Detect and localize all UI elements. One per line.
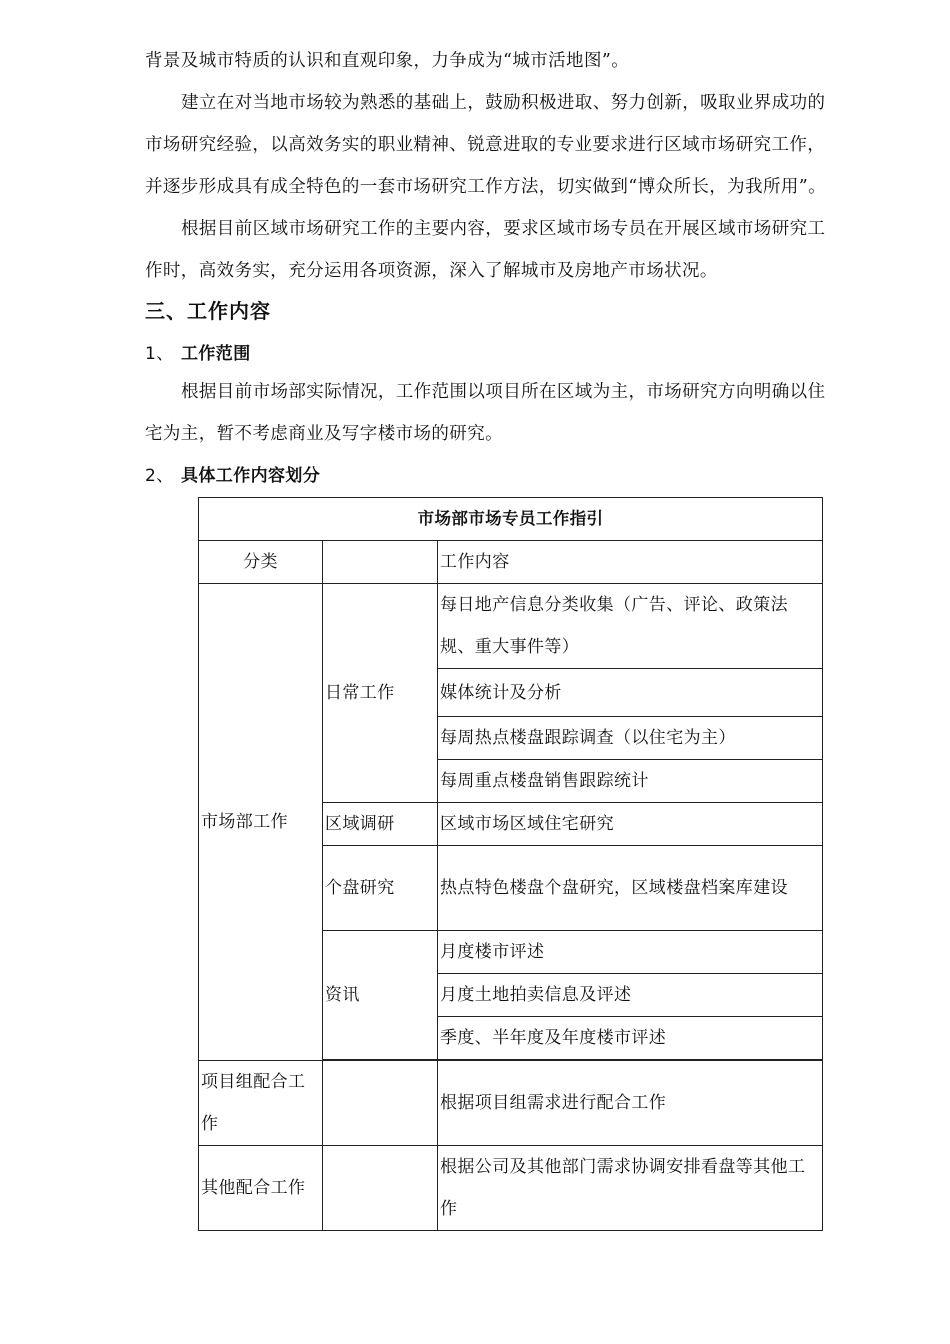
category-cell: 项目组配合工作	[199, 1061, 323, 1146]
paragraph-line: 建立在对当地市场较为熟悉的基础上，鼓励积极进取、努力创新，吸取业界成功的	[181, 93, 826, 113]
subsection-title: 具体工作内容划分	[181, 466, 321, 486]
subcategory-cell: 日常工作	[323, 584, 438, 803]
subsection-heading	[145, 342, 251, 366]
paragraph-line: 市场研究经验，以高效务实的职业精神、锐意进取的专业要求进行区域市场研究工作，	[145, 135, 826, 155]
subsection-number: 1、	[145, 344, 174, 364]
paragraph-line: 作时，高效务实，充分运用各项资源，深入了解城市及房地产市场状况。	[145, 261, 718, 281]
subcategory-cell: 资讯	[323, 931, 438, 1060]
content-cell: 区域市场区域住宅研究	[438, 803, 823, 846]
content-cell: 月度土地拍卖信息及评述	[438, 974, 823, 1017]
content-cell: 每周热点楼盘跟踪调查（以住宅为主）	[438, 717, 823, 760]
subcategory-cell	[323, 1061, 438, 1146]
paragraph-line: 宅为主，暂不考虑商业及写字楼市场的研究。	[145, 424, 503, 444]
subsection-heading	[145, 464, 320, 488]
content-cell: 季度、半年度及年度楼市评述	[438, 1017, 823, 1060]
subsection-title: 工作范围	[181, 344, 251, 364]
section-heading: 三、工作内容	[145, 299, 271, 323]
paragraph-line: 根据目前市场部实际情况，工作范围以项目所在区域为主，市场研究方向明确以住	[181, 382, 826, 402]
table-title: 市场部市场专员工作指引	[199, 498, 823, 541]
content-cell: 热点特色楼盘个盘研究，区域楼盘档案库建设	[438, 846, 823, 931]
content-cell: 月度楼市评述	[438, 931, 823, 974]
category-cell: 市场部工作	[199, 584, 323, 1061]
header-cell	[323, 541, 438, 584]
content-cell: 根据公司及其他部门需求协调安排看盘等其他工作	[438, 1146, 823, 1231]
header-cell: 分类	[199, 541, 323, 584]
content-cell: 每周重点楼盘销售跟踪统计	[438, 760, 823, 803]
subcategory-cell: 区域调研	[323, 803, 438, 846]
subsection-number: 2、	[145, 466, 174, 486]
paragraph-line: 并逐步形成具有成全特色的一套市场研究工作方法，切实做到“博众所长，为我所用”。	[145, 177, 826, 197]
category-cell: 其他配合工作	[199, 1146, 323, 1231]
content-cell: 根据项目组需求进行配合工作	[438, 1061, 823, 1146]
subcategory-cell: 个盘研究	[323, 846, 438, 931]
subcategory-cell	[323, 1146, 438, 1231]
paragraph-line: 背景及城市特质的认识和直观印象，力争成为“城市活地图”。	[145, 51, 630, 71]
content-cell: 每日地产信息分类收集（广告、评论、政策法规、重大事件等）	[438, 584, 823, 669]
paragraph-line: 根据目前区域市场研究工作的主要内容，要求区域市场专员在开展区域市场研究工	[181, 219, 826, 239]
header-cell: 工作内容	[438, 541, 823, 584]
content-cell: 媒体统计及分析	[438, 669, 823, 717]
work-guide-table	[198, 497, 823, 1231]
